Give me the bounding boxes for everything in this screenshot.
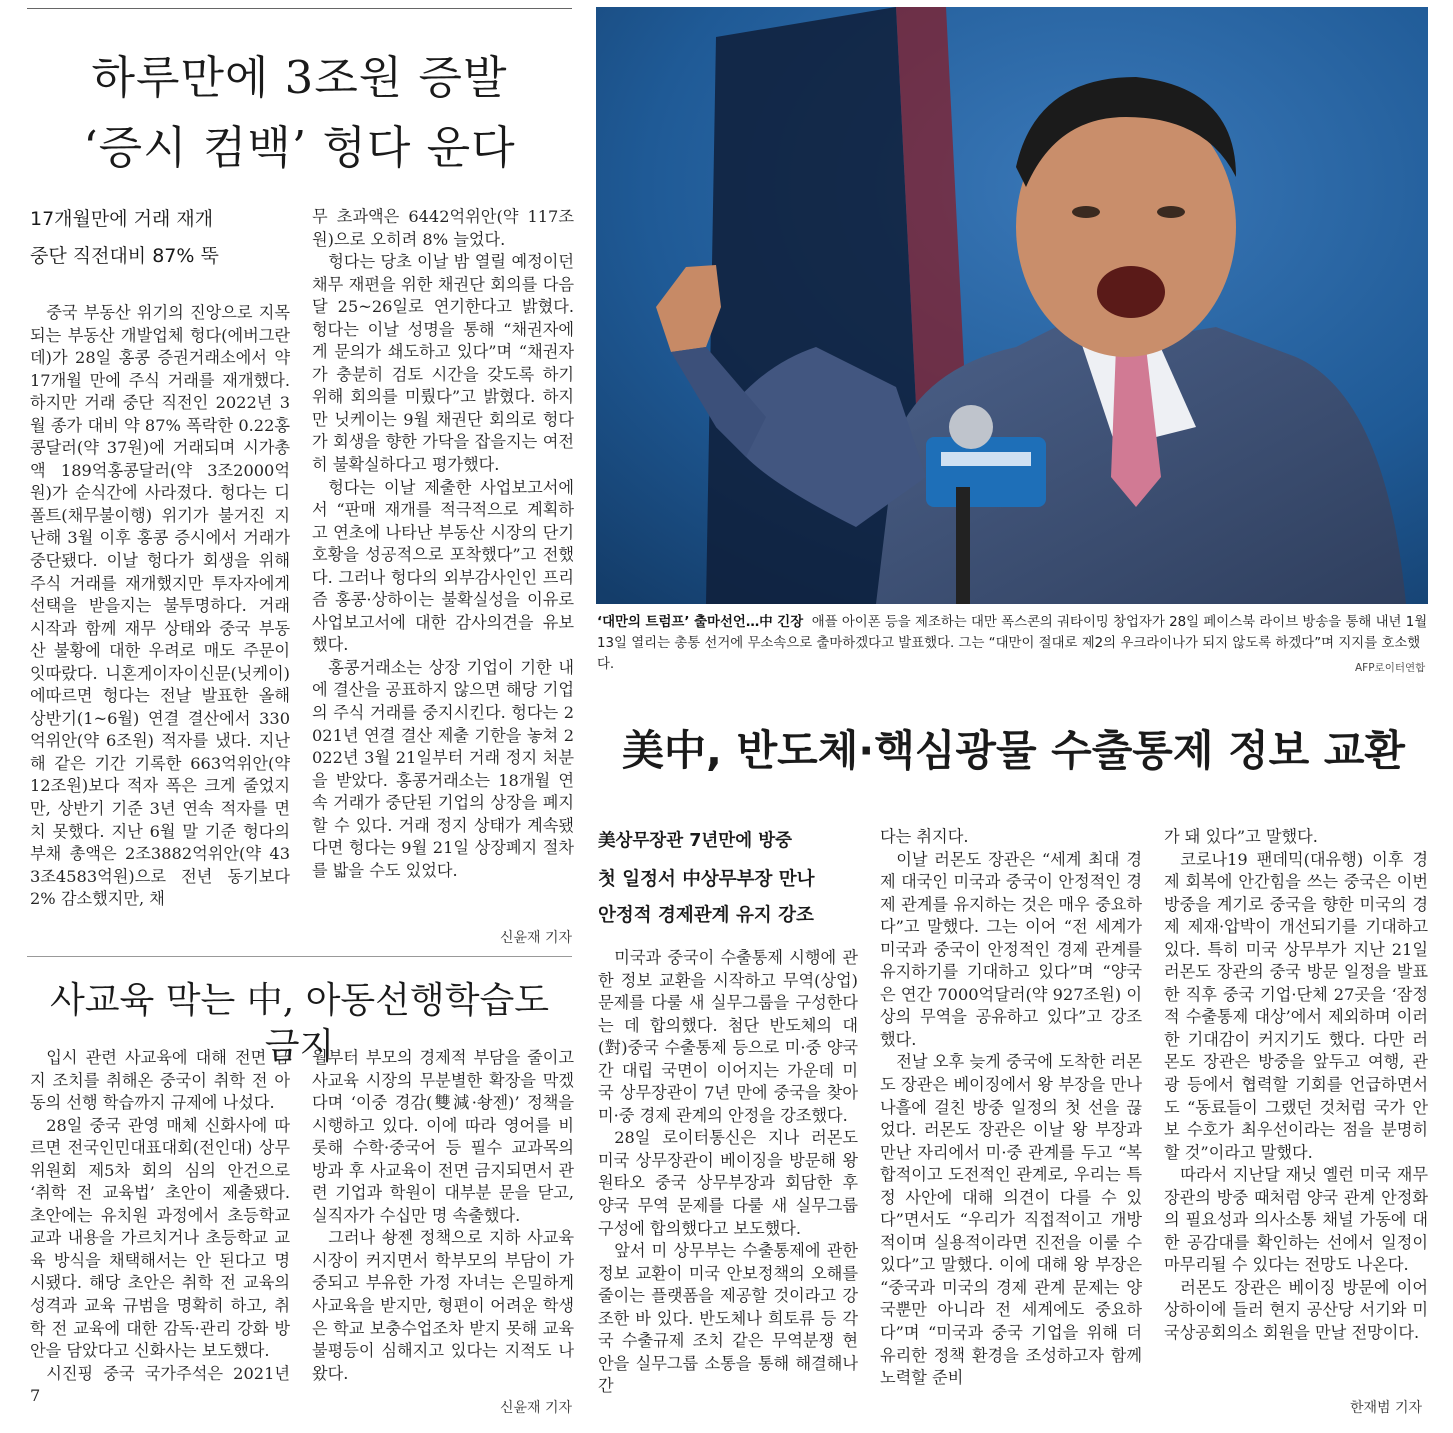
article1-headline-line2: ‘증시 컴백’ 헝다 운다 — [83, 121, 516, 174]
article3-paragraph: 러몬도 장관은 베이징 방문에 이어 상하이에 들러 현지 공산당 서기와 미국상공회의소 회원을 만날 전망이다. — [1164, 1277, 1428, 1343]
article1-deck-line2: 중단 직전대비 87% 뚝 — [30, 245, 219, 267]
article3-paragraph: 28일 로이터통신은 지나 러몬도 미국 상무장관이 베이징을 방문해 왕원타오 중국 상무부장과 회담한 후 양국 무역 문제를 다룰 새 실무그룹 구성에 합의했다고 보도했다. — [598, 1128, 858, 1238]
news-photo — [596, 7, 1428, 604]
photo-caption — [597, 612, 1430, 675]
article3-paragraph: 따라서 지난달 재닛 옐런 미국 재무장관의 방중 때처럼 양국 관계 안정화의 필요성과 의사소통 채널 가동에 대한 공감대를 확인하는 선에서 일정이 마무리될 수 있다는 전망도 나온다. — [1164, 1165, 1428, 1275]
article1-column-1 — [30, 302, 290, 952]
article1-paragraph: 헝다는 이날 제출한 사업보고서에서 “판매 재개를 적극적으로 계획하고 연초에 나타난 부동산 시장의 단기 호황을 성공적으로 포착했다”고 전했다. 그러나 헝다의 외부감사인인 프리즘 홍콩·상하이는 불확실성을 이유로 사업보고서에 대한 감사의견을 유보했다. — [312, 477, 574, 655]
photo-credit: AFP로이터연합 — [1355, 662, 1426, 674]
article3-column-2 — [880, 826, 1142, 1422]
article1-paragraph: 헝다는 당초 이날 밤 열릴 예정이던 채무 재편을 위한 채권단 회의를 다음 달 25~26일로 연기한다고 밝혔다. 헝다는 이날 성명을 통해 “채권자에게 문의가 쇄도하고 있다”며 “채권자가 충분히 검토 시간을 갖도록 하기 위해 회의를 미뤘다”고 밝혔다. 하지만 닛케이는 9월 채권단 회의로 헝다가 회생을 향한 가닥을 잡을지는 여전히 불확실하다고 평가했다. — [312, 252, 574, 475]
top-rule — [27, 8, 572, 9]
speaker-illustration — [596, 7, 1428, 604]
caption-body: 애플 아이폰 등을 제조하는 대만 폭스콘의 궈타이밍 창업자가 28일 페이스북 라이브 방송을 통해 내년 1월 13일 열리는 총통 선거에 무소속으로 출마하겠다고 발표했다. 그는 “대만이 절대로 제2의 우크라이나가 되지 않도록 하겠다”며 지지를 호소했다. — [597, 615, 1428, 672]
article2-column-2 — [312, 1047, 574, 1397]
caption-title: ‘대만의 트럼프’ 출마선언…中 긴장 — [597, 615, 804, 630]
article3-headline: 美中, 반도체·핵심광물 수출통제 정보 교환 — [622, 726, 1405, 775]
article1-deck-line1: 17개월만에 거래 재개 — [30, 208, 214, 230]
article1-paragraph: 홍콩거래소는 상장 기업이 기한 내에 결산을 공표하지 않으면 해당 기업의 주식 거래를 중지시킨다. 헝다는 2021년 연결 결산 제출 기한을 놓쳐 2022년 3월 21일부터 거래 정지 처분을 받았다. 홍콩거래소는 18개월 연속 거래가 중단된 기업의 상장을 폐지할 수 있다. 거래 정지 상태가 계속됐다면 헝다는 9월 21일 상장폐지 절차를 밟을 수도 있었다. — [312, 657, 574, 880]
article2-column-1 — [30, 1047, 290, 1422]
article3-column-3 — [1164, 826, 1428, 1396]
article1-headline-line1: 하루만에 3조원 증발 — [91, 51, 508, 104]
article2-byline: 신윤재 기자 — [500, 1400, 573, 1416]
article3-byline: 한재범 기자 — [1350, 1400, 1423, 1416]
article1-continuation: 무 초과액은 6442억위안(약 117조원)으로 오히려 8% 늘었다. — [312, 207, 574, 249]
article3-deck-line2: 첫 일정서 中상무부장 만나 — [598, 869, 815, 890]
article3-continuation: 가 돼 있다”고 말했다. — [1164, 827, 1318, 846]
article3-paragraph: 앞서 미 상무부는 수출통제에 관한 정보 교환이 미국 안보정책의 오해를 줄이는 플랫폼을 제공할 것이라고 강조한 바 있다. 반도체나 희토류 등 각국 수출규제 조치 같은 무역분쟁 현안을 실무그룹 소통을 통해 해결해나간 — [598, 1241, 858, 1396]
article3-continuation: 다는 취지다. — [880, 827, 969, 846]
article1-column-2 — [312, 206, 574, 926]
article1-paragraph: 중국 부동산 위기의 진앙으로 지목되는 부동산 개발업체 헝다(에버그란데)가 28일 홍콩 증권거래소에서 약 17개월 만에 주식 거래를 재개했다. 하지만 거래 중단 직전인 2022년 3월 종가 대비 약 87% 폭락한 0.22홍콩달러(약 37원)에 거래되며 시가총액 189억홍콩달러(약 3조2000억원)가 순식간에 사라졌다. 헝다는 디폴트(채무불이행) 위기가 불거진 지난해 3월 이후 홍콩 증시에서 거래가 중단됐다. 이날 헝다가 회생을 위해 주식 거래를 재개했지만 투자자에게 선택을 받을지는 불투명하다. 거래 시작과 함께 재무 상태와 중국 부동산 불황에 대한 우려로 매도 주문이 잇따랐다. 니혼게이자이신문(닛케이)에따르면 헝다는 전날 발표한 올해 상반기(1~6월) 연결 결산에서 330억위안(약 6조원) 적자를 냈다. 지난해 같은 기간 기록한 663억위안(약 12조원)보다 적자 폭은 크게 줄었지만, 상반기 기준 3년 연속 적자를 면치 못했다. 지난 6월 말 기준 헝다의 부채 총액은 2조3882억위안(약 433조4583억원)으로 전년 동기보다 2% 감소했지만, 채 — [30, 303, 290, 909]
article2-paragraph: 시진핑 중국 국가주석은 2021년 7 — [30, 1363, 290, 1406]
article2-paragraph: 입시 관련 사교육에 대해 전면 금지 조치를 취해온 중국이 취학 전 아동의 선행 학습까지 규제에 나섰다. — [30, 1048, 290, 1113]
article2-continuation: 월부터 부모의 경제적 부담을 줄이고 사교육 시장의 무분별한 확장을 막겠다며 ‘이중 경감(雙減·솽젠)’ 정책을 시행하고 있다. 이에 따라 영어를 비롯해 수학·중국어 등 필수 교과목의 방과 후 사교육이 전면 금지되면서 관련 기업과 학원이 대부분 문을 닫고, 실직자가 수십만 명 속출했다. — [312, 1048, 574, 1225]
article3-deck-line1: 美상무장관 7년만에 방중 — [598, 831, 793, 851]
article3-paragraph: 전날 오후 늦게 중국에 도착한 러몬도 장관은 베이징에서 왕 부장을 만나 나흘에 걸친 방중 일정의 첫 선을 끊었다. 러몬도 장관은 이날 왕 부장과 만난 자리에서 미·중 관계를 두고 “복합적이고 도전적인 관계로, 우리는 특정 사안에 대해 의견이 다를 수 있다”면서도 “우리가 직접적이고 개방적이며 실용적이라면 진전을 이룰 수 있다”고 말했다. 이에 대해 왕 부장은 “중국과 미국의 경제 관계 문제는 양국뿐만 아니라 전 세계에도 중요하다”며 “미국과 중국 기업을 위해 더 유리한 정책 환경을 조성하고자 함께 노력할 준비 — [880, 1052, 1142, 1388]
section-divider — [27, 956, 572, 957]
article3-paragraph: 코로나19 팬데믹(대유행) 이후 경제 회복에 안간힘을 쓰는 중국은 이번 방중을 계기로 중국을 향한 미국의 경제 제재·압박이 개선되기를 기대하고 있다. 특히 미국 상무부가 지난 21일 러몬도 장관의 중국 방문 일정을 발표한 직후 중국 기업·단체 27곳을 ‘잠정적 수출통제 대상’에서 제외하며 이러한 기대감이 커지기도 했다. 다만 러몬도 장관은 방중을 앞두고 여행, 관광 등에서 협력할 기회를 언급하면서도 “동료들이 그랬던 것처럼 국가 안보 수호가 최우선이라는 점을 분명히 할 것”이라고 말했다. — [1164, 849, 1428, 1162]
article3-paragraph: 미국과 중국이 수출통제 시행에 관한 정보 교환을 시작하고 무역(상업) 문제를 다룰 새 실무그룹을 구성한다는 데 합의했다. 첨단 반도체의 대(對)중국 수출통제 등으로 미·중 양국 간 대립 국면이 이어지는 가운데 미국 상무장관이 7년 만에 중국을 찾아 미·중 경제 관계의 안정을 강조했다. — [598, 948, 858, 1125]
article2-headline: 사교육 막는 中, 아동선행학습도 금지 — [49, 980, 550, 1067]
article1-byline: 신윤재 기자 — [500, 930, 573, 946]
article3-paragraph: 이날 러몬도 장관은 “세계 최대 경제 대국인 미국과 중국이 안정적인 경제 관계를 유지하는 것은 매우 중요하다”고 말했다. 그는 이어 “전 세계가 미국과 중국이 안정적인 경제 관계를 유지하기를 기대하고 있다”며 “양국은 연간 7000억달러(약 927조원) 이상의 무역을 공유하고 있다”고 강조했다. — [880, 849, 1142, 1049]
article2-paragraph: 28일 중국 관영 매체 신화사에 따르면 전국인민대표대회(전인대) 상무위원회 제5차 회의 심의 안건으로 ‘취학 전 교육법’ 초안이 제출됐다. 초안에는 유치원 과정에서 초등학교 교과 내용을 가르치거나 초등학교 교육 방식을 채택해서는 안 된다고 명시됐다. 해당 초안은 취학 전 교육의 성격과 교육 규범을 명확히 하고, 취학 전 교육에 대한 감독·관리 강화 방안을 담았다고 신화사는 보도했다. — [30, 1115, 290, 1361]
article2-paragraph: 그러나 솽젠 정책으로 지하 사교육 시장이 커지면서 학부모의 부담이 가중되고 부유한 가정 자녀는 은밀하게 사교육을 받지만, 형편이 어려운 학생은 학교 보충수업조차 받지 못해 교육 불평등이 심해지고 있다는 지적도 나왔다. — [312, 1228, 574, 1383]
article3-column-1 — [598, 947, 858, 1422]
article3-deck-line3: 안정적 경제관계 유지 강조 — [598, 905, 814, 926]
